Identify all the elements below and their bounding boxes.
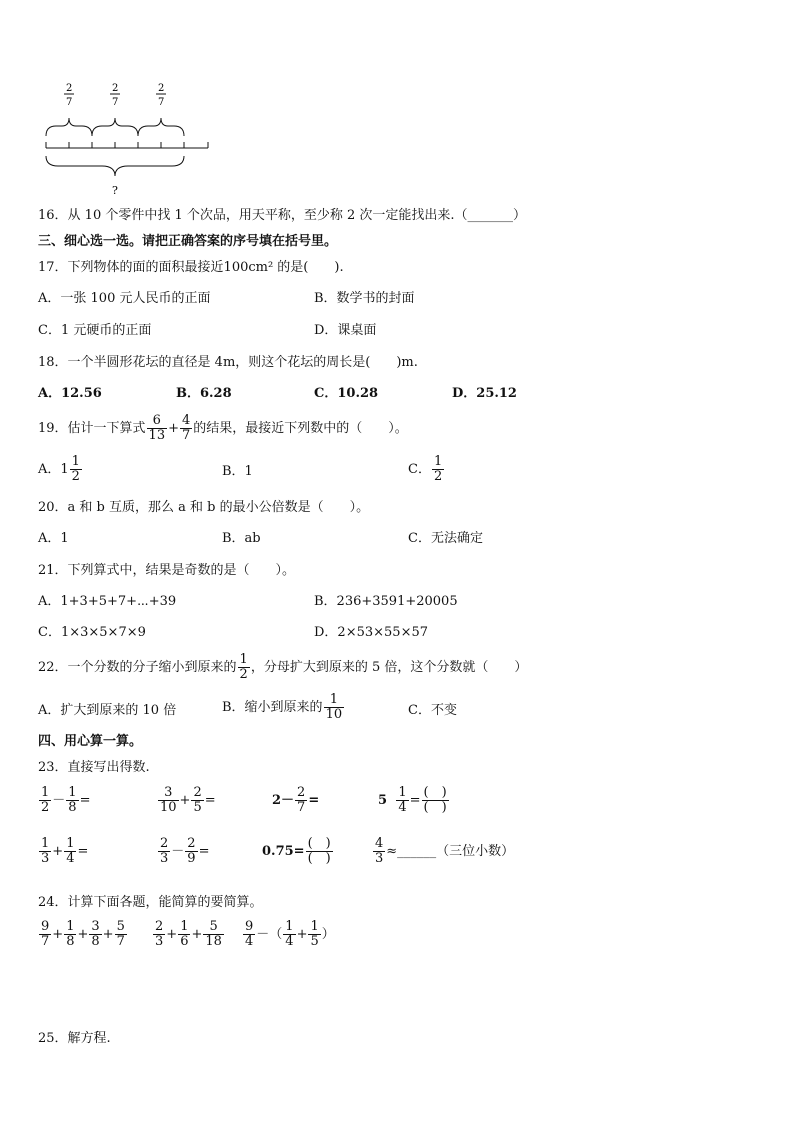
q18-option-b: B．6.28	[176, 386, 232, 401]
q23-r1-c1: $\frac{1}{2}$ － $\frac{1}{8}$ =	[41, 785, 91, 815]
q19-option-c: C． $\frac{1}{2}$	[408, 454, 443, 484]
brace-top-2	[92, 118, 138, 136]
q18-option-d: D．25.12	[452, 386, 517, 401]
number-line-ticks	[46, 142, 208, 148]
q18-option-c: C．10.28	[314, 386, 379, 401]
question-23-stem: 23．直接写出得数.	[38, 760, 150, 775]
question-17-stem: 17．下列物体的面的面积最接近100cm² 的是( ).	[38, 260, 344, 275]
q23-r1-c3: 2－ $\frac{2}{7}$ =	[272, 785, 320, 815]
q23-r2-c4: $\frac{4}{3}$ ≈______（三位小数）	[375, 836, 515, 866]
q18-option-a: A．12.56	[38, 386, 102, 401]
q22-frac: $\frac{1}{2}$	[239, 652, 248, 682]
q21-option-c: C．1×3×5×7×9	[38, 625, 146, 640]
q20-option-b: B．ab	[222, 531, 261, 546]
brace-bottom	[46, 156, 184, 176]
q17-option-d: D．课桌面	[314, 323, 377, 338]
q24-expr-1: $\frac{9}{7}$ + $\frac{1}{8}$ + $\frac{3}{8}$ + $\frac{5}{7}$	[41, 919, 125, 949]
question-16: 16．从 10 个零件中找 1 个次品，用天平称，至少称 2 次一定能找出来.（_______）	[38, 208, 527, 223]
q23-r2-c2: $\frac{2}{3}$ － $\frac{2}{9}$ =	[160, 836, 210, 866]
q24-expr-3: $\frac{9}{4}$ －（ $\frac{1}{4}$ + $\frac{1}{5}$ ）	[245, 919, 335, 949]
q19-prefix: 19．估计一下算式	[38, 421, 146, 436]
q22-option-b: B．缩小到原来的 $\frac{1}{10}$	[222, 692, 343, 722]
q19-frac-2: $\frac{4}{7}$	[182, 413, 191, 443]
q21-option-a: A．1+3+5+7+⋯+39	[38, 594, 177, 609]
brace-top-1	[46, 118, 92, 136]
section-4-heading: 四、用心算一算。	[38, 734, 143, 749]
q20-option-c: C．无法确定	[408, 531, 483, 546]
question-20-stem: 20．a 和 b 互质，那么 a 和 b 的最小公倍数是（ ）。	[38, 500, 370, 515]
q19-suffix: 的结果，最接近下列数中的（ ）。	[193, 421, 408, 436]
q19-option-b: B．1	[222, 464, 253, 479]
question-mark: ?	[112, 184, 118, 197]
question-22-stem: 22．一个分数的分子缩小到原来的 $\frac{1}{2}$ ，分母扩大到原来的 5 倍，这个分数就（ ）	[38, 652, 528, 682]
question-21-stem: 21．下列算式中，结果是奇数的是（ ）。	[38, 563, 296, 578]
q24-expr-2: $\frac{2}{3}$ + $\frac{1}{6}$ + $\frac{5}{18}$	[155, 919, 222, 949]
question-25-stem: 25．解方程.	[38, 1031, 111, 1046]
brace-top-3	[138, 118, 184, 136]
q23-r1-c2: $\frac{3}{10}$ + $\frac{2}{5}$ =	[160, 785, 216, 815]
section-3-heading: 三、细心选一选。请把正确答案的序号填在括号里。	[38, 234, 338, 249]
q22-option-a: A．扩大到原来的 10 倍	[38, 703, 177, 718]
q23-r2-c1: $\frac{1}{3}$ + $\frac{1}{4}$ =	[41, 836, 89, 866]
question-24-stem: 24．计算下面各题，能简算的要简算。	[38, 895, 263, 910]
question-18-stem: 18．一个半圆形花坛的直径是 4m，则这个花坛的周长是( )m.	[38, 355, 418, 370]
q20-option-a: A．1	[38, 531, 69, 546]
diagram-frac-den-2: 7	[112, 97, 119, 108]
q19-frac-1: $\frac{6}{13}$	[148, 413, 166, 443]
q23-r1-c4: 5 $\frac{1}{4}$ = $\frac{( )}{( )}$	[378, 785, 447, 815]
q19-option-a: A．1 $\frac{1}{2}$	[38, 454, 80, 484]
q17-option-b: B．数学书的封面	[314, 291, 415, 306]
diagram-frac-num-3: 2	[158, 83, 165, 94]
fraction-brace-diagram	[36, 78, 216, 200]
question-19-stem: 19．估计一下算式 $\frac{6}{13}$ + $\frac{4}{7}$ 的结果，最接近下列数中的（ ）。	[38, 413, 408, 443]
diagram-frac-den-1: 7	[66, 97, 73, 108]
diagram-frac-den-3: 7	[158, 97, 165, 108]
diagram-frac-num-2: 2	[112, 83, 119, 94]
diagram-frac-num-1: 2	[66, 83, 73, 94]
q21-option-d: D．2×53×55×57	[314, 625, 428, 640]
q22-option-c: C．不变	[408, 703, 457, 718]
q21-option-b: B．236+3591+20005	[314, 594, 458, 609]
q23-r2-c3: 0.75= $\frac{( )}{( )}$	[262, 836, 331, 866]
q17-option-a: A．一张 100 元人民币的正面	[38, 291, 211, 306]
q17-option-c: C．1 元硬币的正面	[38, 323, 152, 338]
